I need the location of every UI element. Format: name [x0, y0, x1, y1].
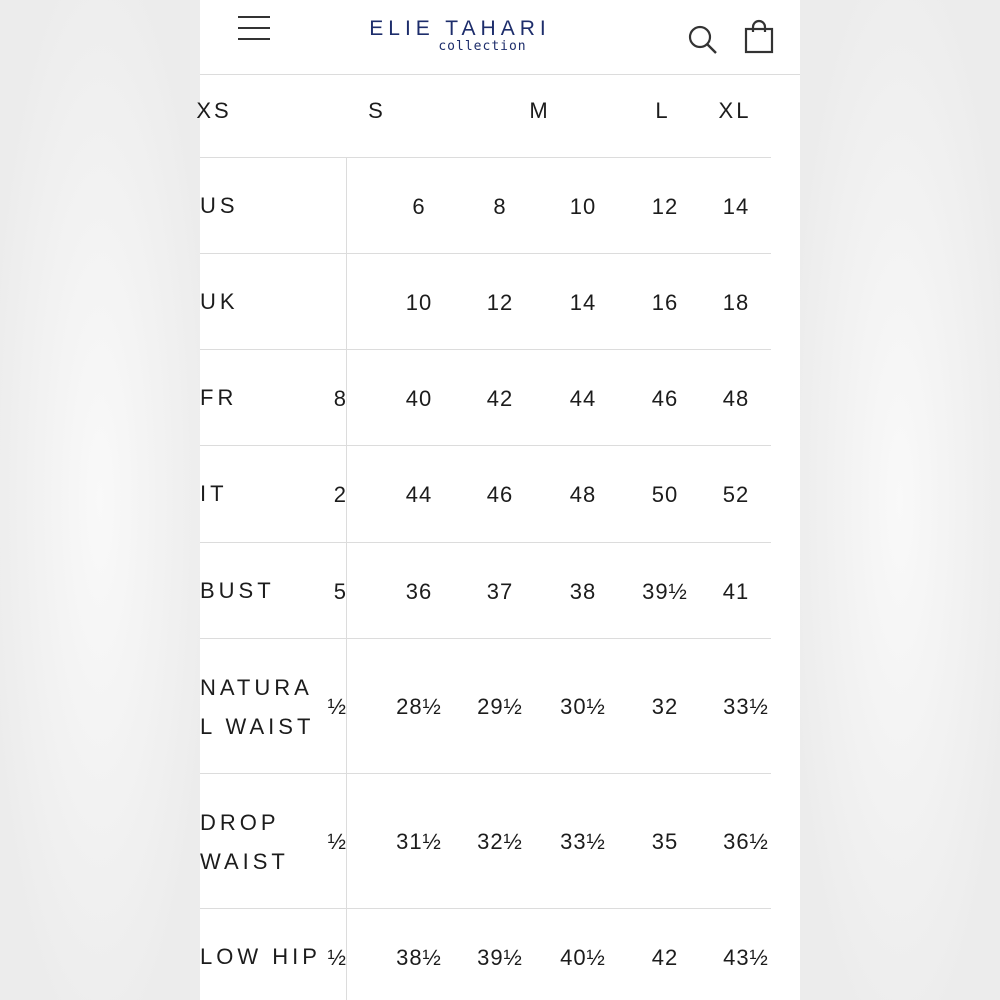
size-label-m: M [529, 98, 551, 123]
table-cell: 29½ [477, 694, 523, 719]
table-cell: 46 [486, 482, 514, 507]
table-row [200, 350, 771, 446]
table-cell: 12 [486, 290, 514, 315]
size-label-l: L [655, 98, 671, 123]
table-cell: 48 [722, 386, 750, 411]
table-cell: 32 [651, 694, 679, 719]
table-cell: 48 [569, 482, 597, 507]
row-label-fr: FR [200, 385, 238, 410]
clipped-cell: 8 [333, 386, 346, 411]
site-header [200, 0, 800, 75]
row-label-natural-waist-line2: L WAIST [200, 714, 315, 739]
table-cell: 42 [486, 386, 514, 411]
table-cell: 33½ [723, 694, 769, 719]
shopping-bag-icon[interactable] [743, 20, 775, 54]
row-label-us: US [200, 193, 239, 218]
table-cell: 36 [405, 579, 433, 604]
background-right [800, 0, 1000, 1000]
background-left [0, 0, 200, 1000]
table-cell: 39½ [642, 579, 688, 604]
table-cell: 31½ [396, 829, 442, 854]
table-cell: 28½ [396, 694, 442, 719]
table-cell: 50 [651, 482, 679, 507]
table-cell: 35 [651, 829, 679, 854]
row-label-it: IT [200, 481, 228, 506]
row-label-natural-waist-line1: NATURA [200, 675, 313, 700]
table-cell: 18 [722, 290, 750, 315]
clipped-cell: ½ [327, 945, 346, 970]
table-row [200, 909, 771, 1000]
row-label-drop-waist-line1: DROP [200, 810, 280, 835]
table-cell: 37 [486, 579, 514, 604]
size-header-row [196, 75, 771, 158]
brand-subtitle: collection [438, 39, 527, 54]
mobile-page [196, 0, 800, 1000]
row-label-drop-waist-line2: WAIST [200, 849, 289, 874]
brand-name: ELIE TAHARI [369, 17, 551, 40]
clipped-cell: ½ [327, 829, 346, 854]
brand-logo[interactable] [330, 18, 590, 54]
size-label-s: S [368, 98, 386, 123]
table-cell: 33½ [560, 829, 606, 854]
table-row [200, 158, 771, 254]
table-cell: 8 [493, 194, 507, 219]
table-cell: 44 [405, 482, 433, 507]
table-row [200, 639, 771, 774]
row-label-uk: UK [200, 289, 239, 314]
size-label-xs: XS [196, 98, 232, 123]
table-cell: 41 [722, 579, 750, 604]
table-row [200, 543, 771, 639]
row-label-low-hip: LOW HIP [200, 944, 321, 969]
table-cell: 52 [722, 482, 750, 507]
table-cell: 36½ [723, 829, 769, 854]
table-cell: 44 [569, 386, 597, 411]
table-cell: 12 [651, 194, 679, 219]
clipped-cell: 2 [333, 482, 346, 507]
table-cell: 10 [405, 290, 433, 315]
table-row [200, 446, 771, 543]
table-cell: 14 [722, 194, 750, 219]
table-cell: 38 [569, 579, 597, 604]
search-icon[interactable] [687, 24, 719, 56]
menu-icon[interactable] [238, 16, 270, 40]
clipped-cell: 5 [333, 579, 346, 604]
clipped-cell: ½ [327, 694, 346, 719]
table-cell: 46 [651, 386, 679, 411]
table-cell: 40 [405, 386, 433, 411]
table-cell: 43½ [723, 945, 769, 970]
table-cell: 38½ [396, 945, 442, 970]
table-cell: 30½ [560, 694, 606, 719]
size-label-xl: XL [718, 98, 752, 123]
table-cell: 14 [569, 290, 597, 315]
table-cell: 6 [412, 194, 426, 219]
row-label-bust: BUST [200, 578, 275, 603]
table-cell: 10 [569, 194, 597, 219]
table-cell: 39½ [477, 945, 523, 970]
table-cell: 32½ [477, 829, 523, 854]
table-cell: 40½ [560, 945, 606, 970]
table-cell: 16 [651, 290, 679, 315]
table-row [200, 774, 771, 909]
table-row [200, 254, 771, 350]
table-cell: 42 [651, 945, 679, 970]
